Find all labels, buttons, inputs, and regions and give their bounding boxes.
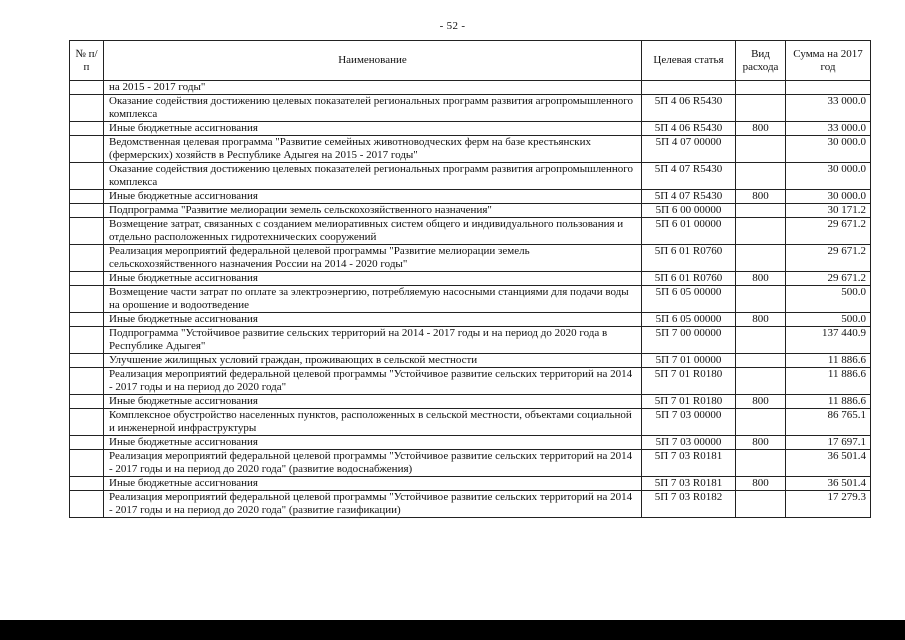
cell-kind: [736, 327, 786, 354]
cell-name: Иные бюджетные ассигнования: [104, 272, 642, 286]
cell-num: [70, 95, 104, 122]
cell-num: [70, 190, 104, 204]
header-num: № п/п: [70, 41, 104, 81]
cell-amount: 29 671.2: [786, 272, 871, 286]
cell-amount: 30 000.0: [786, 163, 871, 190]
table-row: [70, 354, 871, 368]
table-body: [70, 81, 871, 518]
table-row: [70, 286, 871, 313]
header-code: Целевая статья: [642, 41, 736, 81]
cell-amount: [786, 81, 871, 95]
cell-amount: 11 886.6: [786, 395, 871, 409]
page-number: - 52 -: [439, 20, 466, 32]
cell-code: 5П 4 07 R5430: [642, 163, 736, 190]
cell-num: [70, 136, 104, 163]
table-row: [70, 95, 871, 122]
cell-kind: [736, 491, 786, 518]
table-row: [70, 136, 871, 163]
table-row: [70, 245, 871, 272]
cell-code: 5П 4 07 00000: [642, 136, 736, 163]
cell-amount: 137 440.9: [786, 327, 871, 354]
cell-name: Улучшение жилищных условий граждан, проживающих в сельской местности: [104, 354, 642, 368]
cell-name: Возмещение затрат, связанных с созданием мелиоративных систем общего и индивидуального пользования и отдельно расположенных гидротехнических сооружений: [104, 218, 642, 245]
scan-bottom-border: [0, 620, 905, 640]
cell-amount: 500.0: [786, 286, 871, 313]
cell-amount: 30 000.0: [786, 136, 871, 163]
cell-kind: [736, 81, 786, 95]
table-row: [70, 313, 871, 327]
cell-kind: 800: [736, 395, 786, 409]
cell-name: Реализация мероприятий федеральной целевой программы "Устойчивое развитие сельских территорий на 2014 - 2017 годы и на период до 2020 года" (развитие газификации): [104, 491, 642, 518]
cell-kind: [736, 204, 786, 218]
cell-code: 5П 7 03 R0181: [642, 477, 736, 491]
table-row: [70, 81, 871, 95]
cell-kind: [736, 354, 786, 368]
cell-num: [70, 436, 104, 450]
cell-code: 5П 6 05 00000: [642, 313, 736, 327]
cell-amount: 30 000.0: [786, 190, 871, 204]
cell-kind: [736, 95, 786, 122]
cell-kind: 800: [736, 122, 786, 136]
cell-code: 5П 4 06 R5430: [642, 122, 736, 136]
cell-kind: [736, 245, 786, 272]
cell-amount: 86 765.1: [786, 409, 871, 436]
cell-code: 5П 6 01 00000: [642, 218, 736, 245]
cell-kind: 800: [736, 436, 786, 450]
cell-code: 5П 7 03 R0182: [642, 491, 736, 518]
cell-name: Реализация мероприятий федеральной целевой программы "Устойчивое развитие сельских территорий на 2014 - 2017 годы и на период до 2020 года" (развитие водоснабжения): [104, 450, 642, 477]
cell-num: [70, 218, 104, 245]
cell-code: 5П 7 03 00000: [642, 409, 736, 436]
table-row: [70, 477, 871, 491]
cell-code: [642, 81, 736, 95]
cell-kind: [736, 136, 786, 163]
cell-code: 5П 6 01 R0760: [642, 245, 736, 272]
table-row: [70, 218, 871, 245]
cell-num: [70, 409, 104, 436]
cell-kind: [736, 450, 786, 477]
cell-num: [70, 245, 104, 272]
cell-name: Иные бюджетные ассигнования: [104, 436, 642, 450]
cell-kind: [736, 163, 786, 190]
header-name: Наименование: [104, 41, 642, 81]
cell-num: [70, 313, 104, 327]
table-row: [70, 204, 871, 218]
cell-kind: 800: [736, 313, 786, 327]
cell-amount: 500.0: [786, 313, 871, 327]
cell-name: Иные бюджетные ассигнования: [104, 190, 642, 204]
cell-num: [70, 354, 104, 368]
cell-num: [70, 163, 104, 190]
cell-amount: 11 886.6: [786, 354, 871, 368]
cell-amount: 17 279.3: [786, 491, 871, 518]
cell-kind: 800: [736, 477, 786, 491]
cell-name: Оказание содействия достижению целевых показателей региональных программ развития агропромышленного комплекса: [104, 163, 642, 190]
cell-code: 5П 7 01 00000: [642, 354, 736, 368]
cell-name: Иные бюджетные ассигнования: [104, 395, 642, 409]
cell-kind: [736, 218, 786, 245]
cell-code: 5П 7 00 00000: [642, 327, 736, 354]
table-header: [70, 41, 871, 81]
cell-code: 5П 7 03 R0181: [642, 450, 736, 477]
cell-name: Иные бюджетные ассигнования: [104, 477, 642, 491]
table-row: [70, 409, 871, 436]
cell-name: Иные бюджетные ассигнования: [104, 122, 642, 136]
cell-amount: 11 886.6: [786, 368, 871, 395]
cell-num: [70, 272, 104, 286]
table-row: [70, 491, 871, 518]
cell-name: Оказание содействия достижению целевых показателей региональных программ развития агропромышленного комплекса: [104, 95, 642, 122]
table-row: [70, 190, 871, 204]
cell-name: Возмещение части затрат по оплате за электроэнергию, потребляемую насосными станциями для подачи воды на орошение и водоотведение: [104, 286, 642, 313]
table-row: [70, 327, 871, 354]
cell-amount: 33 000.0: [786, 95, 871, 122]
cell-num: [70, 122, 104, 136]
cell-kind: 800: [736, 272, 786, 286]
cell-name: Реализация мероприятий федеральной целевой программы "Развитие мелиорации земель сельскохозяйственного назначения России на 2014 - 2020 годы": [104, 245, 642, 272]
cell-name: на 2015 - 2017 годы": [104, 81, 642, 95]
cell-name: Реализация мероприятий федеральной целевой программы "Устойчивое развитие сельских территорий на 2014 - 2017 годы и на период до 2020 года": [104, 368, 642, 395]
cell-amount: 29 671.2: [786, 218, 871, 245]
budget-table: [69, 40, 871, 518]
cell-num: [70, 327, 104, 354]
cell-code: 5П 4 07 R5430: [642, 190, 736, 204]
cell-name: Подпрограмма "Устойчивое развитие сельских территорий на 2014 - 2017 годы и на период до 2020 года в Республике Адыгея": [104, 327, 642, 354]
table-row: [70, 163, 871, 190]
cell-num: [70, 395, 104, 409]
cell-amount: 30 171.2: [786, 204, 871, 218]
cell-num: [70, 491, 104, 518]
header-kind: Вид расхода: [736, 41, 786, 81]
cell-amount: 36 501.4: [786, 477, 871, 491]
cell-name: Подпрограмма "Развитие мелиорации земель сельскохозяйственного назначения": [104, 204, 642, 218]
cell-amount: 33 000.0: [786, 122, 871, 136]
header-amount: Сумма на 2017 год: [786, 41, 871, 81]
cell-kind: [736, 286, 786, 313]
cell-name: Комплексное обустройство населенных пунктов, расположенных в сельской местности, объектами социальной и инженерной инфраструктуры: [104, 409, 642, 436]
table-row: [70, 450, 871, 477]
cell-num: [70, 368, 104, 395]
cell-amount: 17 697.1: [786, 436, 871, 450]
cell-num: [70, 81, 104, 95]
cell-kind: [736, 409, 786, 436]
table-row: [70, 122, 871, 136]
table-row: [70, 272, 871, 286]
cell-code: 5П 7 01 R0180: [642, 395, 736, 409]
table-row: [70, 436, 871, 450]
cell-num: [70, 204, 104, 218]
cell-num: [70, 450, 104, 477]
cell-amount: 36 501.4: [786, 450, 871, 477]
cell-amount: 29 671.2: [786, 245, 871, 272]
cell-code: 5П 6 05 00000: [642, 286, 736, 313]
cell-kind: [736, 368, 786, 395]
cell-num: [70, 286, 104, 313]
cell-code: 5П 6 01 R0760: [642, 272, 736, 286]
cell-code: 5П 4 06 R5430: [642, 95, 736, 122]
cell-name: Иные бюджетные ассигнования: [104, 313, 642, 327]
cell-code: 5П 6 00 00000: [642, 204, 736, 218]
cell-code: 5П 7 01 R0180: [642, 368, 736, 395]
table-row: [70, 395, 871, 409]
cell-kind: 800: [736, 190, 786, 204]
cell-name: Ведомственная целевая программа "Развитие семейных животноводческих ферм на базе крестьянских (фермерских) хозяйств в Республике Адыгея на 2015 - 2017 годы": [104, 136, 642, 163]
table-row: [70, 368, 871, 395]
cell-code: 5П 7 03 00000: [642, 436, 736, 450]
cell-num: [70, 477, 104, 491]
